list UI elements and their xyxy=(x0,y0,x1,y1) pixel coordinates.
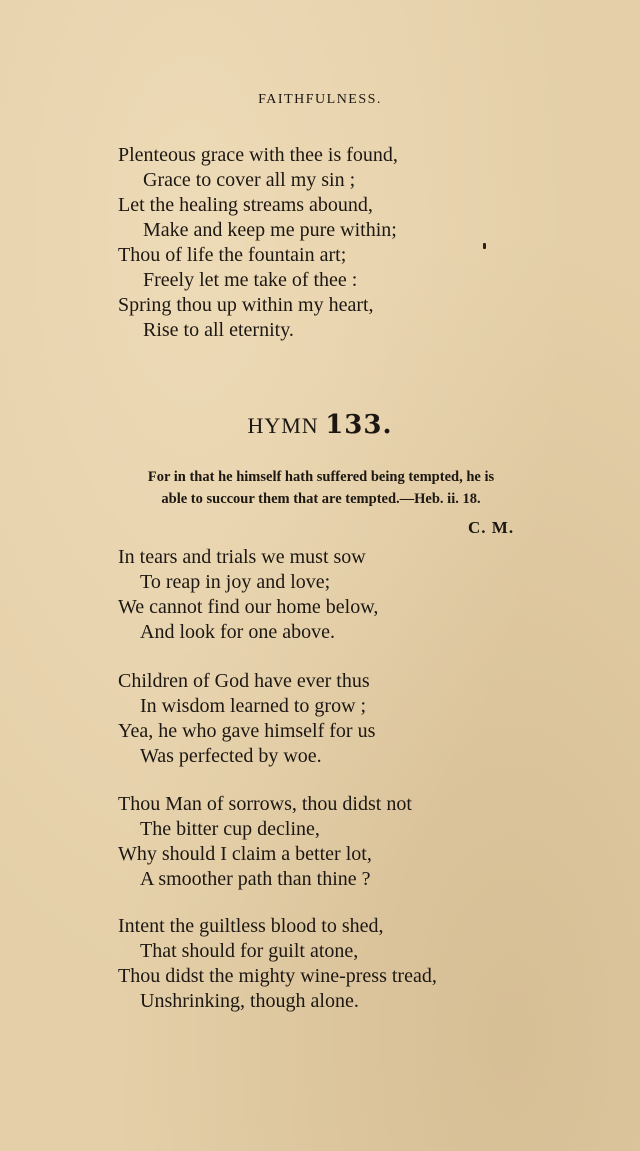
stanza-line: Spring thou up within my heart, xyxy=(118,294,374,316)
stanza-line: To reap in joy and love; xyxy=(140,571,331,593)
stanza-line: The bitter cup decline, xyxy=(140,818,320,840)
stanza-line: Unshrinking, though alone. xyxy=(140,990,359,1012)
stanza-line: Plenteous grace with thee is found, xyxy=(118,144,398,166)
hymn-title xyxy=(0,410,640,440)
epigraph-line: For in that he himself hath suffered being tempted, he is xyxy=(147,469,495,485)
stanza-line: In tears and trials we must sow xyxy=(118,546,366,568)
stanza-line: Rise to all eternity. xyxy=(143,319,294,341)
stanza-line: Why should I claim a better lot, xyxy=(118,843,372,865)
stanza-line: Was perfected by woe. xyxy=(140,745,322,767)
stanza-line: A smoother path than thine ? xyxy=(140,868,371,890)
stanza-line: In wisdom learned to grow ; xyxy=(140,695,367,717)
stanza-line: Thou Man of sorrows, thou didst not xyxy=(118,793,412,815)
stanza-line: Grace to cover all my sin ; xyxy=(143,169,356,191)
epigraph xyxy=(86,466,556,510)
stanza-line: Let the healing streams abound, xyxy=(118,194,373,216)
hymn-number: 133. xyxy=(325,410,393,440)
stanza-line: We cannot find our home below, xyxy=(118,596,379,618)
stanza-line: Freely let me take of thee : xyxy=(143,269,358,291)
stanza-line: Thou didst the mighty wine-press tread, xyxy=(118,965,437,987)
stanza-line: Yea, he who gave himself for us xyxy=(118,720,376,742)
ink-speck xyxy=(483,243,486,249)
hymn-label: HYMN xyxy=(247,413,319,438)
stanza-line: That should for guilt atone, xyxy=(140,940,359,962)
epigraph-line: able to succour them that are tempted.—Heb. ii. 18. xyxy=(161,491,481,507)
running-head: FAITHFULNESS. xyxy=(258,92,382,107)
meter-mark: C. M. xyxy=(468,518,515,537)
stanza-line: Thou of life the fountain art; xyxy=(118,244,347,266)
stanza-line: Children of God have ever thus xyxy=(118,670,370,692)
stanza-line: Make and keep me pure within; xyxy=(143,219,397,241)
stanza-line: Intent the guiltless blood to shed, xyxy=(118,915,384,937)
stanza-line: And look for one above. xyxy=(140,621,335,643)
